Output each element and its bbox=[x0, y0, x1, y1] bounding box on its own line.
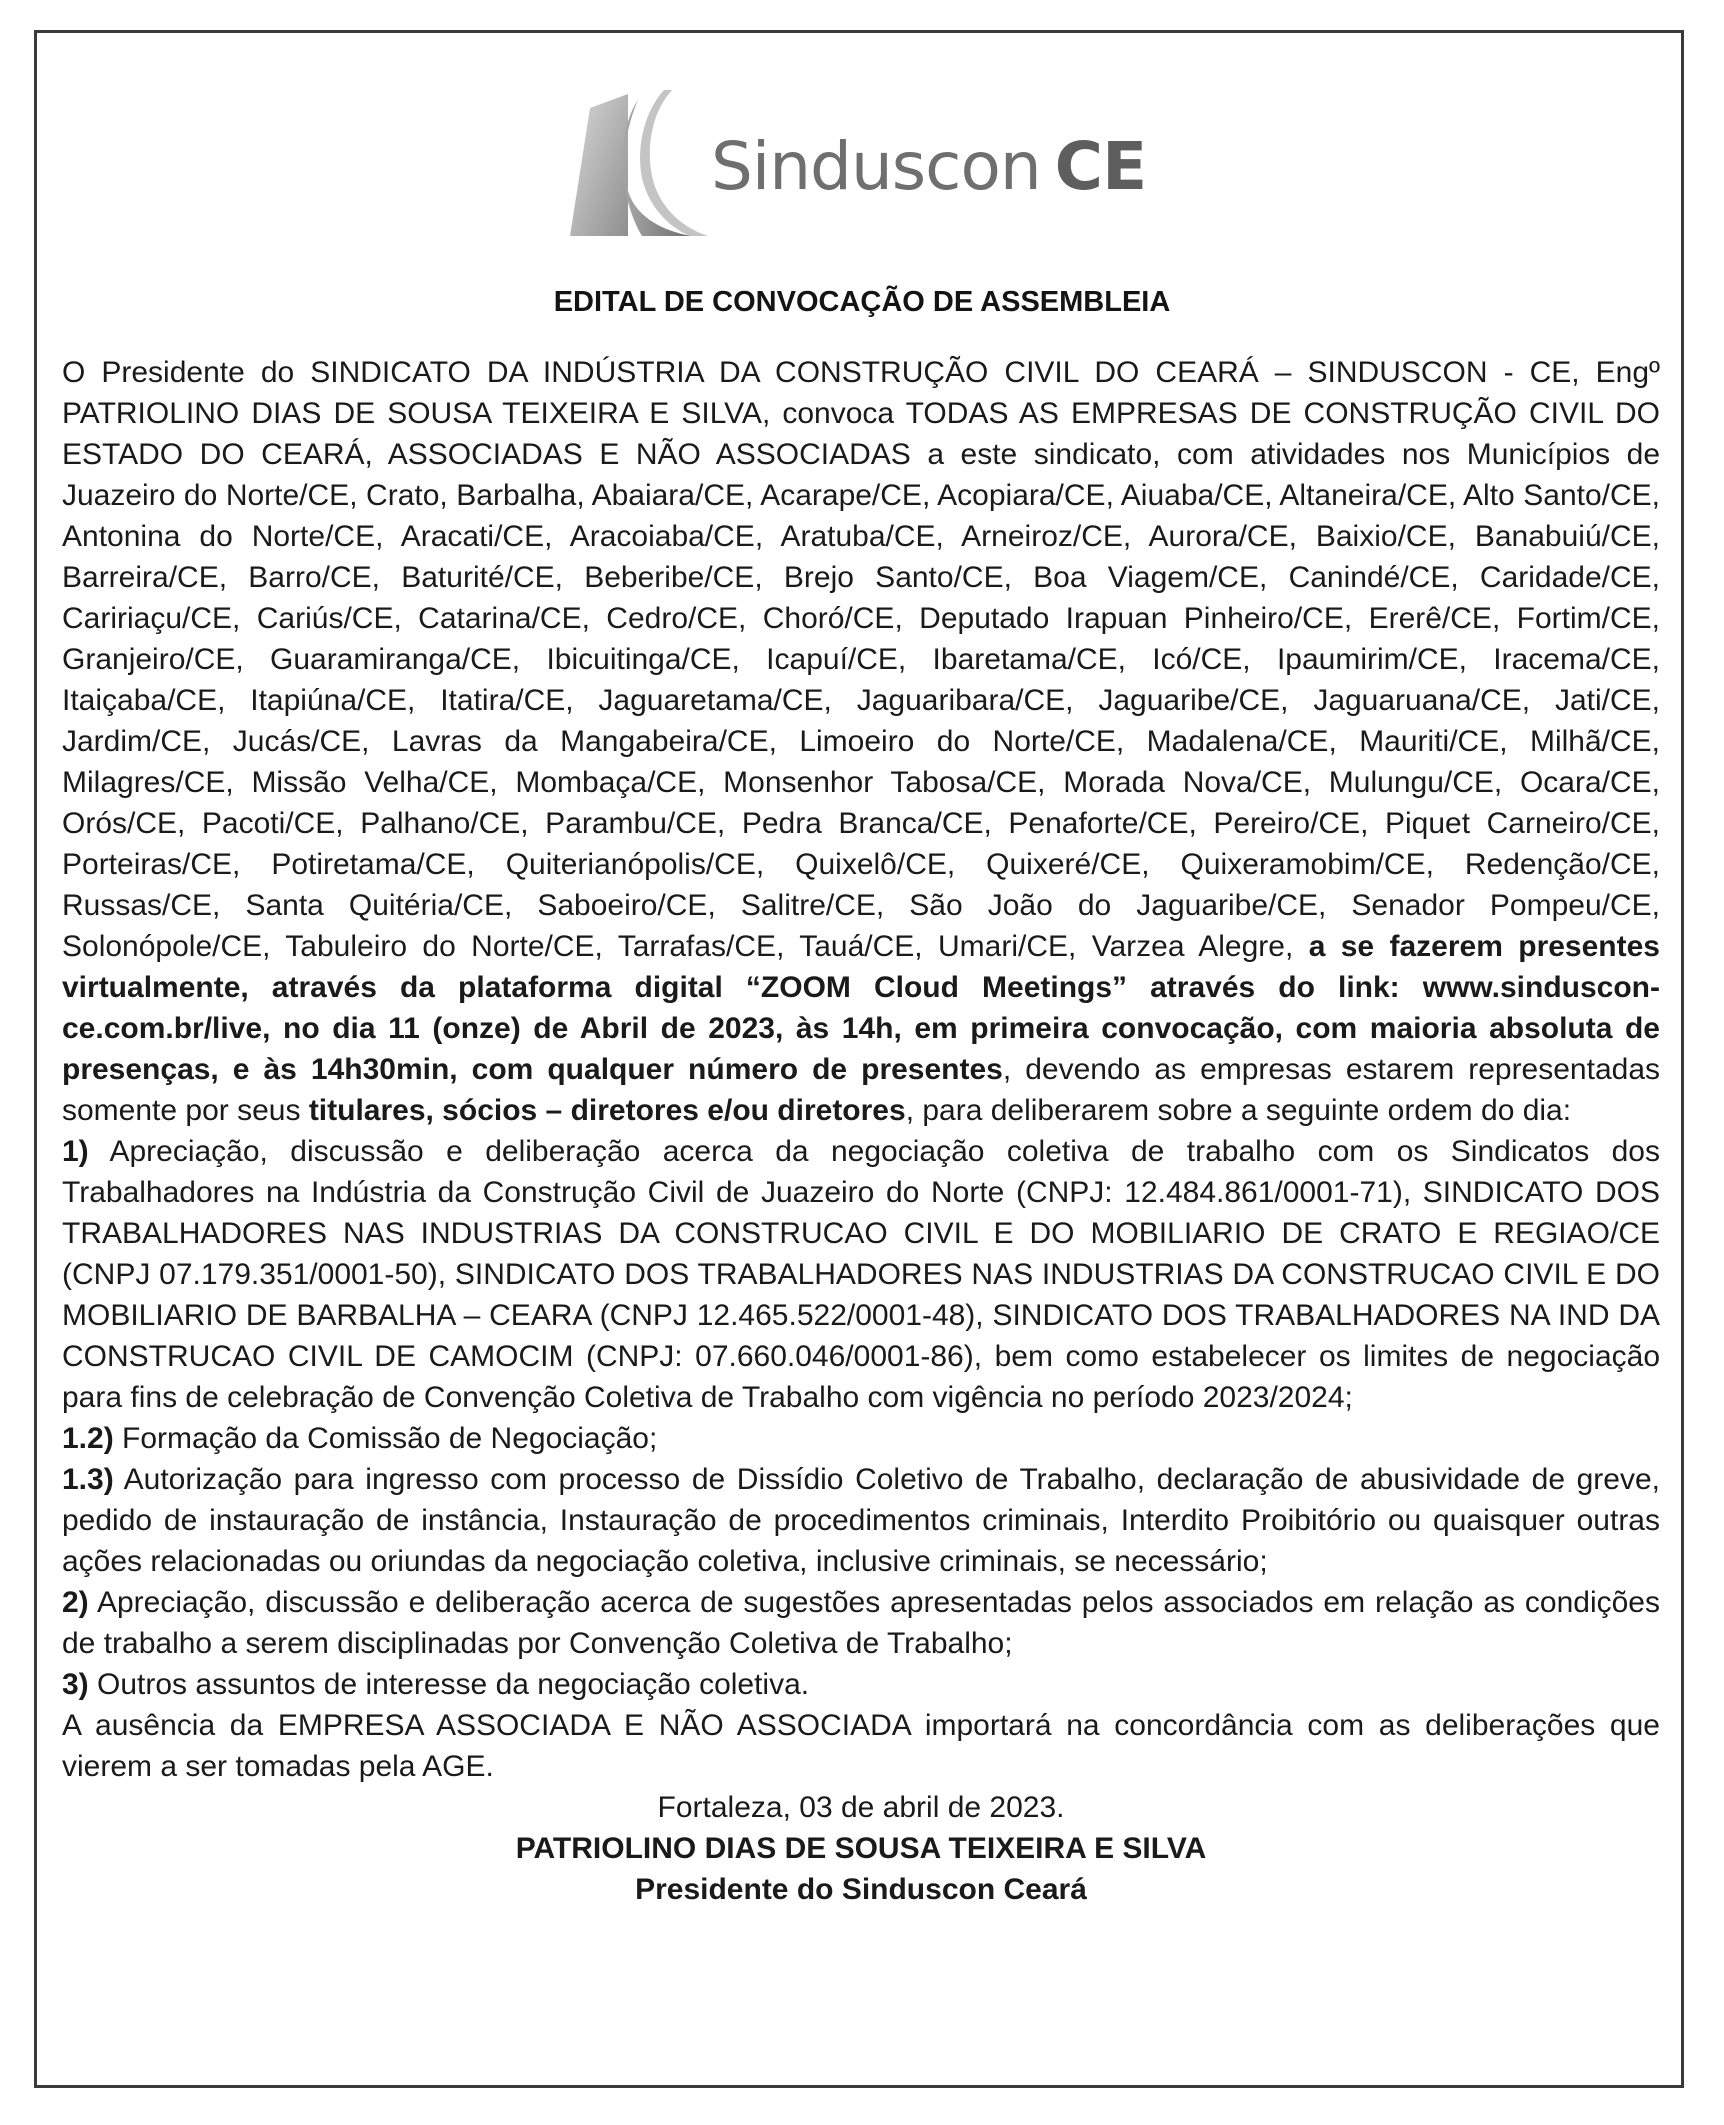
agenda-item: 1.2) Formação da Comissão de Negociação; bbox=[62, 1422, 658, 1455]
place-date: Fortaleza, 03 de abril de 2023. bbox=[657, 1791, 1065, 1824]
sinduscon-logo bbox=[568, 86, 1147, 246]
closing-paragraph: A ausência da EMPRESA ASSOCIADA E NÃO ASSOCIADA importará na concordância com as deliberações que vierem a ser tomadas pela AGE. bbox=[62, 1709, 1660, 1783]
intro-paragraph: O Presidente do SINDICATO DA INDÚSTRIA DA CONSTRUÇÃO CIVIL DO CEARÁ – SINDUSCON - CE, Engº PATRIOLINO DIAS DE SOUSA TEIXEIRA E SILVA, convoca TODAS AS EMPRESAS DE CONSTRUÇÃO CIVIL DO ESTADO DO CEARÁ, ASSOCIADAS E NÃO ASSOCIADAS a este sindicato, com atividades nos Municípios de Juazeiro do Norte/CE, Crato, Barbalha, Abaiara/CE, Acarape/CE, Acopiara/CE, Aiuaba/CE, Altaneira/CE, Alto Santo/CE, Antonina do Norte/CE, Aracati/CE, Aracoiaba/CE, Aratuba/CE, Arneiroz/CE, Aurora/CE, Baixio/CE, Banabuiú/CE, Barreira/CE, Barro/CE, Baturité/CE, Beberibe/CE, Brejo Santo/CE, Boa Viagem/CE, Canindé/CE, Caridade/CE, Caririaçu/CE, Cariús/CE, Catarina/CE, Cedro/CE, Choró/CE, Deputado Irapuan Pinheiro/CE, Ererê/CE, Fortim/CE, Granjeiro/CE, Guaramiranga/CE, Ibicuitinga/CE, Icapuí/CE, Ibaretama/CE, Icó/CE, Ipaumirim/CE, Iracema/CE, Itaiçaba/CE, Itapiúna/CE, Itatira/CE, Jaguaretama/CE, Jaguaribara/CE, Jaguaribe/CE, Jaguaruana/CE, Jati/CE, Jardim/CE, Jucás/CE, Lavras da Mangabeira/CE, Limoeiro do Norte/CE, Madalena/CE, Mauriti/CE, Milhã/CE, Milagres/CE, Missão Velha/CE, Mombaça/CE, Monsenhor Tabosa/CE, Morada Nova/CE, Mulungu/CE, Ocara/CE, Orós/CE, Pacoti/CE, Palhano/CE, Parambu/CE, Pedra Branca/CE, Penaforte/CE, Pereiro/CE, Piquet Carneiro/CE, Porteiras/CE, Potiretama/CE, Quiterianópolis/CE, Quixelô/CE, Quixeré/CE, Quixeramobim/CE, Redenção/CE, Russas/CE, Santa Quitéria/CE, Saboeiro/CE, Salitre/CE, São João do Jaguaribe/CE, Senador Pompeu/CE, Solonópole/CE, Tabuleiro do Norte/CE, Tarrafas/CE, Tauá/CE, Umari/CE, Varzea Alegre, a se fazerem presentes virtualmente, através da plataforma digital “ZOOM Cloud Meetings” através do link: www.sindusconce.com.br/live, no dia 11 (onze) de Abril de 2023, às 14h, em primeira convocação, com maioria absoluta de presenças, e às 14h30min, com qualquer número de presentes, devendo as empresas estarem representadas somente por seus titulares, sócios – diretores e/ou diretores, para deliberarem sobre a seguinte ordem do dia: bbox=[62, 356, 1661, 1127]
agenda-item: 1.3) Autorização para ingresso com processo de Dissídio Coletivo de Trabalho, declaração de abusividade de greve, pedido de instauração de instância, Instauração de procedimentos criminais, Interdito Proibitório ou quaisquer outras ações relacionadas ou oriundas da negociação coletiva, inclusive criminais, se necessário; bbox=[62, 1463, 1660, 1578]
document-body bbox=[62, 352, 1660, 1910]
signatory-name: PATRIOLINO DIAS DE SOUSA TEIXEIRA E SILVA bbox=[515, 1832, 1207, 1865]
signatory-role: Presidente do Sinduscon Ceará bbox=[635, 1873, 1087, 1906]
sinduscon-logo-mark-icon bbox=[568, 86, 718, 246]
agenda-item: 2) Apreciação, discussão e deliberação acerca de sugestões apresentadas pelos associados em relação as condições de trabalho a serem disciplinadas por Convenção Coletiva de Trabalho; bbox=[62, 1586, 1660, 1660]
sinduscon-logo-wordmark: Sinduscon CE bbox=[711, 128, 1147, 205]
agenda-item: 1) Apreciação, discussão e deliberação acerca da negociação coletiva de trabalho com os Sindicatos dos Trabalhadores na Indústria da Construção Civil de Juazeiro do Norte (CNPJ: 12.484.861/0001-71), SINDICATO DOS TRABALHADORES NAS INDUSTRIAS DA CONSTRUCAO CIVIL E DO MOBILIARIO DE CRATO E REGIAO/CE (CNPJ 07.179.351/0001-50), SINDICATO DOS TRABALHADORES NAS INDUSTRIAS DA CONSTRUCAO CIVIL E DO MOBILIARIO DE BARBALHA – CEARA (CNPJ 12.465.522/0001-48), SINDICATO DOS TRABALHADORES NA IND DA CONSTRUCAO CIVIL DE CAMOCIM (CNPJ: 07.660.046/0001-86), bem como estabelecer os limites de negociação para fins de celebração de Convenção Coletiva de Trabalho com vigência no período 2023/2024; bbox=[62, 1135, 1660, 1414]
agenda-item: 3) Outros assuntos de interesse da negociação coletiva. bbox=[62, 1668, 810, 1701]
page-title: EDITAL DE CONVOCAÇÃO DE ASSEMBLEIA bbox=[553, 286, 1171, 318]
